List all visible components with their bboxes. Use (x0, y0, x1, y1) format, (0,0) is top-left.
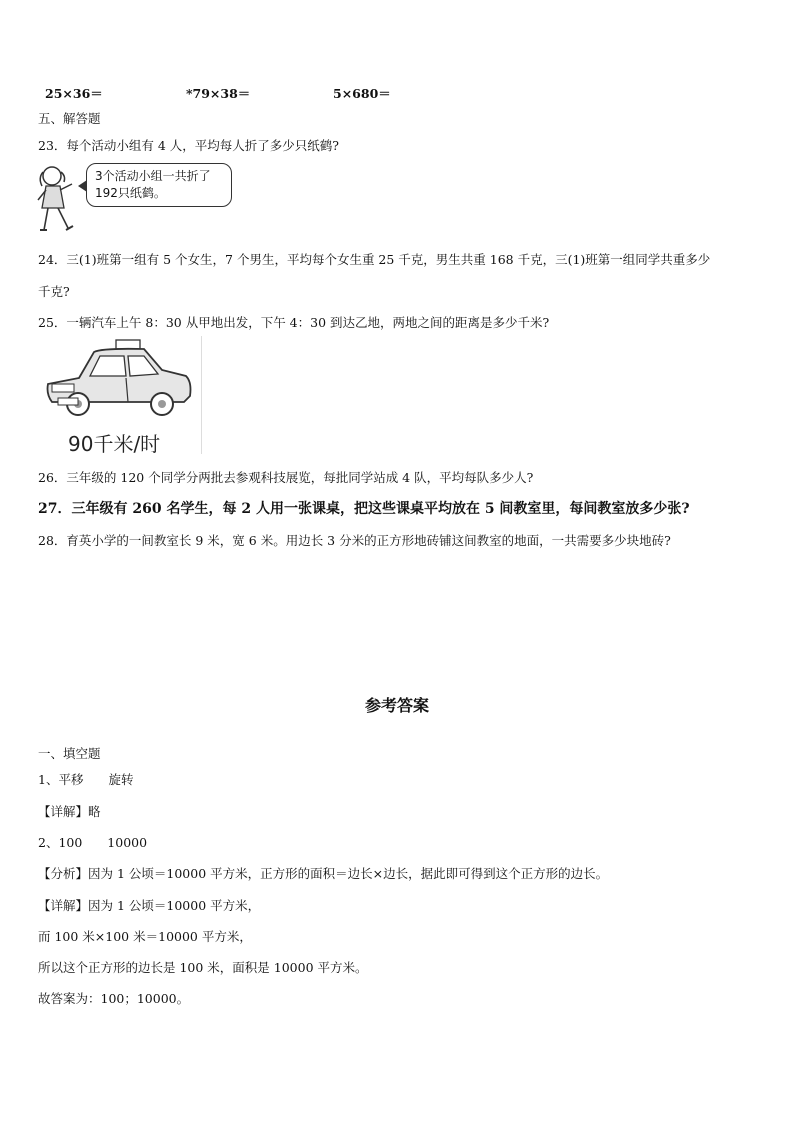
answer-1-detail: 【详解】略 (38, 804, 101, 819)
question-24-line-1: 24．三(1)班第一组有 5 个女生，7 个男生，平均每个女生重 25 千克，男生共重 168 千克，三(1)班第一组同学共重多少 (38, 252, 711, 267)
calc-item-3: 5×680＝ (333, 86, 391, 101)
speech-bubble: 3个活动小组一共折了192只纸鹤。 (86, 163, 232, 207)
answer-2: 2、100 10000 (38, 835, 148, 850)
answers-section-1: 一、填空题 (38, 746, 101, 761)
question-25: 25．一辆汽车上午 8：30 从甲地出发，下午 4：30 到达乙地，两地之间的距离是多少千米? (38, 315, 550, 330)
question-24-line-2: 千克? (38, 284, 70, 299)
question-27: 27．三年级有 260 名学生，每 2 人用一张课桌，把这些课桌平均放在 5 间教室里，每间教室放多少张? (38, 501, 690, 517)
answer-2-detail-2: 而 100 米×100 米＝10000 平方米， (38, 929, 252, 944)
girl-illustration (34, 160, 84, 240)
answer-2-detail-3: 所以这个正方形的边长是 100 米，面积是 10000 平方米。 (38, 960, 368, 975)
question-28: 28．育英小学的一间教室长 9 米，宽 6 米。用边长 3 分米的正方形地砖铺这间教室的地面，一共需要多少块地砖? (38, 533, 671, 548)
question-26: 26．三年级的 120 个同学分两批去参观科技展览，每批同学站成 4 队，平均每队多少人? (38, 470, 534, 485)
answers-title: 参考答案 (364, 696, 429, 715)
answer-1: 1、平移 旋转 (38, 772, 134, 787)
answer-2-analysis: 【分析】因为 1 公顷＝10000 平方米，正方形的面积＝边长×边长，据此即可得到这个正方形的边长。 (38, 866, 609, 881)
answer-2-final: 故答案为：100；10000。 (38, 991, 190, 1006)
question-23: 23．每个活动小组有 4 人，平均每人折了多少只纸鹤? (38, 138, 340, 153)
speed-label: 90千米/时 (68, 432, 161, 456)
calc-item-2: *79×38＝ (186, 86, 251, 101)
calc-item-1: 25×36＝ (45, 86, 103, 101)
answer-2-detail-1: 【详解】因为 1 公顷＝10000 平方米， (38, 898, 261, 913)
image-border (153, 336, 202, 454)
section-heading-5: 五、解答题 (38, 111, 101, 126)
